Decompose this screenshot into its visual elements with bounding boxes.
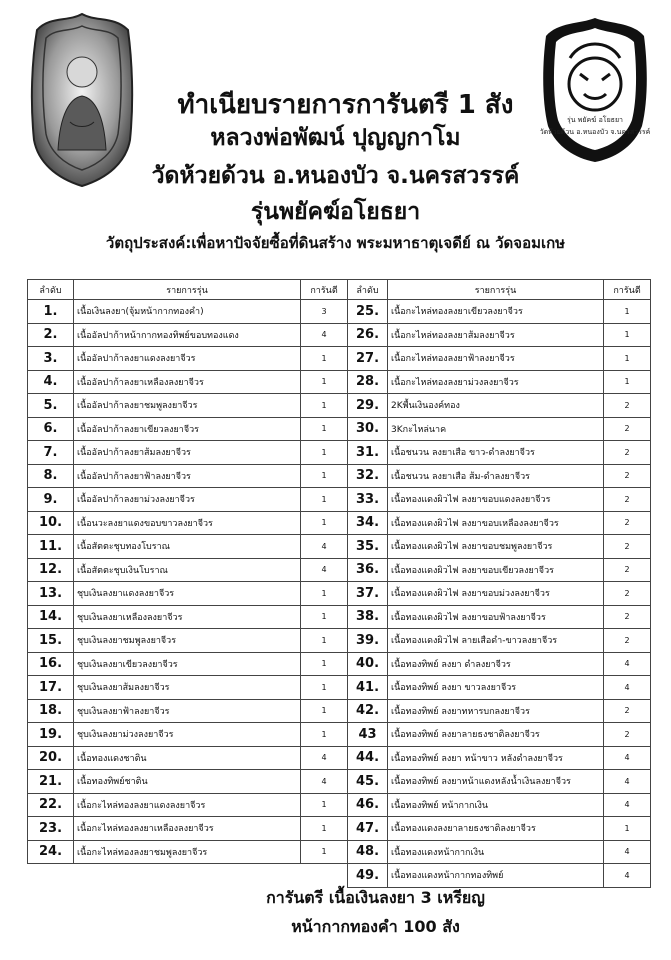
row-item: เนื้อชนวน ลงยาเสือ ส้ม-ดำลงยาจีวร — [388, 464, 604, 488]
table-row — [28, 605, 348, 629]
row-number: 30. — [348, 417, 388, 441]
table-row — [348, 770, 651, 794]
row-item: เนื้อสัตตะชุบทองโบราณ — [74, 535, 301, 559]
row-guarantee: 1 — [604, 300, 651, 324]
table-row — [28, 347, 348, 371]
row-guarantee: 2 — [604, 394, 651, 418]
series-name: รุ่นพยัคฆ์อโยธยา — [250, 199, 421, 225]
row-number: 43 — [348, 723, 388, 747]
row-guarantee: 1 — [301, 464, 348, 488]
table-row — [28, 817, 348, 841]
row-guarantee: 4 — [301, 558, 348, 582]
row-item: เนื้อชนวน ลงยาเสือ ขาว-ดำลงยาจีวร — [388, 441, 604, 465]
table-row — [28, 464, 348, 488]
row-number: 49. — [348, 864, 388, 888]
row-guarantee: 2 — [604, 558, 651, 582]
row-guarantee: 3 — [301, 300, 348, 324]
row-number: 48. — [348, 840, 388, 864]
row-number: 39. — [348, 629, 388, 653]
row-number: 12. — [28, 558, 74, 582]
row-guarantee: 1 — [301, 441, 348, 465]
table-row — [28, 629, 348, 653]
table-row — [28, 699, 348, 723]
row-guarantee: 4 — [301, 323, 348, 347]
row-number: 2. — [28, 323, 74, 347]
row-item: เนื้ออัลปาก้าลงยาเหลืองลงยาจีวร — [74, 370, 301, 394]
row-guarantee: 4 — [604, 746, 651, 770]
row-item: เนื้อกะไหล่ทองลงยาแดงลงยาจีวร — [74, 793, 301, 817]
row-guarantee: 4 — [301, 535, 348, 559]
table-row — [28, 441, 348, 465]
header-item: รายการรุ่น — [74, 280, 301, 300]
row-guarantee: 2 — [604, 535, 651, 559]
logo-text-top: รุ่น พยัคฆ์ อโยธยา — [567, 116, 623, 124]
row-guarantee: 2 — [604, 488, 651, 512]
table-header-row — [28, 280, 348, 300]
row-guarantee: 4 — [604, 770, 651, 794]
table-row — [348, 864, 651, 888]
table-row — [28, 488, 348, 512]
row-guarantee: 1 — [604, 347, 651, 371]
table-row — [348, 464, 651, 488]
table-row — [28, 652, 348, 676]
table-row — [348, 323, 651, 347]
row-number: 20. — [28, 746, 74, 770]
row-number: 15. — [28, 629, 74, 653]
table-row — [348, 394, 651, 418]
table-row — [348, 441, 651, 465]
row-guarantee: 1 — [301, 723, 348, 747]
row-number: 19. — [28, 723, 74, 747]
table-row — [348, 699, 651, 723]
row-guarantee: 2 — [604, 629, 651, 653]
header-qty: การันตี — [604, 280, 651, 300]
row-guarantee: 2 — [604, 441, 651, 465]
row-number: 3. — [28, 347, 74, 371]
row-number: 7. — [28, 441, 74, 465]
row-item: เนื้อทองทิพย์ ลงยา ขาวลงยาจีวร — [388, 676, 604, 700]
row-number: 11. — [28, 535, 74, 559]
table-row — [348, 840, 651, 864]
row-number: 1. — [28, 300, 74, 324]
table-row — [348, 676, 651, 700]
row-guarantee: 1 — [301, 582, 348, 606]
table-row — [348, 347, 651, 371]
table-row — [28, 676, 348, 700]
row-number: 5. — [28, 394, 74, 418]
row-guarantee: 1 — [301, 840, 348, 864]
row-item: เนื้อทองทิพย์ ลงยา หน้าขาว หลังดำลงยาจีวร — [388, 746, 604, 770]
row-item: เนื้ออัลปาก้าลงยาฟ้าลงยาจีวร — [74, 464, 301, 488]
row-guarantee: 4 — [604, 676, 651, 700]
row-number: 4. — [28, 370, 74, 394]
row-guarantee: 1 — [301, 676, 348, 700]
row-item: 3Kกะไหล่นาค — [388, 417, 604, 441]
table-row — [348, 582, 651, 606]
table-row — [348, 605, 651, 629]
row-number: 47. — [348, 817, 388, 841]
row-number: 34. — [348, 511, 388, 535]
row-item: เนื้อทองทิพย์ ลงยาหน้าแดงหลังน้ำเงินลงยาจีวร — [388, 770, 604, 794]
row-number: 13. — [28, 582, 74, 606]
row-item: ชุบเงินลงยาเหลืองลงยาจีวร — [74, 605, 301, 629]
table-row — [28, 582, 348, 606]
table-row — [28, 770, 348, 794]
monk-name: หลวงพ่อพัฒน์ ปุญญกาโม — [210, 125, 461, 151]
row-guarantee: 4 — [301, 746, 348, 770]
row-item: เนื้อทองแดงหน้ากากทองทิพย์ — [388, 864, 604, 888]
row-item: เนื้อทองแดงผิวไฟ ลงยาขอบฟ้าลงยาจีวร — [388, 605, 604, 629]
row-guarantee: 1 — [301, 605, 348, 629]
row-item: 2Kพื้นเงินองค์ทอง — [388, 394, 604, 418]
table-row — [28, 558, 348, 582]
row-item: เนื้อกะไหล่ทองลงยาเขียวลงยาจีวร — [388, 300, 604, 324]
row-guarantee: 2 — [604, 511, 651, 535]
row-number: 23. — [28, 817, 74, 841]
document-header — [0, 0, 671, 262]
row-number: 38. — [348, 605, 388, 629]
row-number: 16. — [28, 652, 74, 676]
row-guarantee: 4 — [301, 770, 348, 794]
guarantee-table-left — [27, 279, 348, 864]
row-guarantee: 4 — [604, 793, 651, 817]
row-item: เนื้อทองทิพย์ ลงยาลายธงชาติลงยาจีวร — [388, 723, 604, 747]
table-row — [348, 535, 651, 559]
row-number: 29. — [348, 394, 388, 418]
row-guarantee: 2 — [604, 699, 651, 723]
row-number: 22. — [28, 793, 74, 817]
row-item: เนื้อนวะลงยาแดงขอบขาวลงยาจีวร — [74, 511, 301, 535]
row-number: 10. — [28, 511, 74, 535]
row-guarantee: 2 — [604, 723, 651, 747]
row-guarantee: 1 — [301, 347, 348, 371]
row-item: ชุบเงินลงยาแดงลงยาจีวร — [74, 582, 301, 606]
row-number: 9. — [28, 488, 74, 512]
row-guarantee: 1 — [301, 793, 348, 817]
row-item: เนื้ออัลปาก้าลงยาม่วงลงยาจีวร — [74, 488, 301, 512]
row-item: ชุบเงินลงยาชมพูลงยาจีวร — [74, 629, 301, 653]
table-row — [28, 723, 348, 747]
row-number: 37. — [348, 582, 388, 606]
row-item: เนื้อทองทิพย์ชาติน — [74, 770, 301, 794]
row-item: เนื้อทองแดงผิวไฟ ลงยาขอบเหลืองลงยาจีวร — [388, 511, 604, 535]
header-no: ลำดับ — [348, 280, 388, 300]
row-item: เนื้ออัลปาก้าลงยาส้มลงยาจีวร — [74, 441, 301, 465]
row-item: เนื้ออัลปาก้าลงยาชมพูลงยาจีวร — [74, 394, 301, 418]
row-item: เนื้อทองแดงผิวไฟ ลงยาขอบเขียวลงยาจีวร — [388, 558, 604, 582]
row-number: 25. — [348, 300, 388, 324]
row-number: 46. — [348, 793, 388, 817]
table-row — [348, 511, 651, 535]
row-item: เนื้อกะไหล่ทองลงยาเหลืองลงยาจีวร — [74, 817, 301, 841]
row-number: 14. — [28, 605, 74, 629]
row-item: เนื้ออัลปาก้าลงยาแดงลงยาจีวร — [74, 347, 301, 371]
row-item: เนื้ออัลปาก้าหน้ากากทองทิพย์ขอบทองแดง — [74, 323, 301, 347]
row-number: 36. — [348, 558, 388, 582]
row-number: 26. — [348, 323, 388, 347]
table-row — [28, 793, 348, 817]
row-item: ชุบเงินลงยาส้มลงยาจีวร — [74, 676, 301, 700]
row-guarantee: 2 — [604, 605, 651, 629]
row-item: ชุบเงินลงยาม่วงลงยาจีวร — [74, 723, 301, 747]
row-item: เนื้อทองทิพย์ ลงยา ดำลงยาจีวร — [388, 652, 604, 676]
row-item: เนื้อกะไหล่ทองลงยาส้มลงยาจีวร — [388, 323, 604, 347]
row-number: 44. — [348, 746, 388, 770]
row-guarantee: 4 — [604, 840, 651, 864]
row-guarantee: 1 — [301, 652, 348, 676]
table-row — [348, 723, 651, 747]
row-item: เนื้อกะไหล่ทองลงยาฟ้าลงยาจีวร — [388, 347, 604, 371]
table-row — [348, 629, 651, 653]
row-item: เนื้อทองทิพย์ ลงยาทหารบกลงยาจีวร — [388, 699, 604, 723]
row-guarantee: 1 — [301, 394, 348, 418]
row-item: เนื้ออัลปาก้าลงยาเขียวลงยาจีวร — [74, 417, 301, 441]
row-number: 45. — [348, 770, 388, 794]
purpose-text: วัตถุประสงค์:เพื่อหาปัจจัยซื้อที่ดินสร้าง พระมหาธาตุเจดีย์ ณ วัดจอมเกษ — [105, 234, 566, 252]
row-item: เนื้อทองแดงชาติน — [74, 746, 301, 770]
row-guarantee: 1 — [301, 629, 348, 653]
table-row — [348, 558, 651, 582]
guarantee-table-right — [347, 279, 651, 888]
table-header-row — [348, 280, 651, 300]
table-row — [348, 793, 651, 817]
table-row — [348, 817, 651, 841]
row-number: 32. — [348, 464, 388, 488]
row-item: เนื้อทองแดงผิวไฟ ลงยาขอบม่วงลงยาจีวร — [388, 582, 604, 606]
row-number: 27. — [348, 347, 388, 371]
row-item: เนื้อสัตตะชุบเงินโบราณ — [74, 558, 301, 582]
row-item: ชุบเงินลงยาเขียวลงยาจีวร — [74, 652, 301, 676]
row-number: 41. — [348, 676, 388, 700]
row-item: เนื้อทองแดงผิวไฟ ลายเสือดำ-ขาวลงยาจีวร — [388, 629, 604, 653]
header-qty: การันตี — [301, 280, 348, 300]
table-row — [348, 370, 651, 394]
table-row — [28, 323, 348, 347]
left-table-body — [28, 300, 348, 864]
table-row — [28, 746, 348, 770]
row-number: 8. — [28, 464, 74, 488]
row-number: 28. — [348, 370, 388, 394]
row-item: เนื้อทองแดงผิวไฟ ลงยาขอบแดงลงยาจีวร — [388, 488, 604, 512]
row-guarantee: 1 — [301, 417, 348, 441]
row-guarantee: 1 — [301, 370, 348, 394]
document-title: ทำเนียบรายการการันตรี 1 สัง — [177, 90, 514, 120]
table-row — [28, 394, 348, 418]
row-guarantee: 4 — [604, 864, 651, 888]
row-guarantee: 4 — [604, 652, 651, 676]
row-guarantee: 1 — [301, 511, 348, 535]
row-item: เนื้อเงินลงยา(จุ้มหน้ากากทองคำ) — [74, 300, 301, 324]
table-row — [28, 535, 348, 559]
table-row — [348, 488, 651, 512]
row-number: 21. — [28, 770, 74, 794]
row-item: เนื้อทองแดงผิวไฟ ลงยาขอบชมพูลงยาจีวร — [388, 535, 604, 559]
row-number: 33. — [348, 488, 388, 512]
footer-line-1: การันตรี เนื้อเงินลงยา 3 เหรียญ — [266, 888, 485, 907]
row-item: เนื้อกะไหล่ทองลงยาชมพูลงยาจีวร — [74, 840, 301, 864]
row-item: เนื้อทองแดงหน้ากากเงิน — [388, 840, 604, 864]
row-item: เนื้อทองแดงลงยาลายธงชาติลงยาจีวร — [388, 817, 604, 841]
row-number: 18. — [28, 699, 74, 723]
logo-text-bottom: วัดห้วยด้วน อ.หนองบัว จ.นครสวรรค์ — [540, 128, 650, 136]
table-row — [348, 300, 651, 324]
row-guarantee: 1 — [604, 817, 651, 841]
row-guarantee: 1 — [301, 699, 348, 723]
row-item: ชุบเงินลงยาฟ้าลงยาจีวร — [74, 699, 301, 723]
header-no: ลำดับ — [28, 280, 74, 300]
table-row — [28, 840, 348, 864]
temple-name: วัดห้วยด้วน อ.หนองบัว จ.นครสวรรค์ — [151, 163, 520, 189]
table-row — [28, 417, 348, 441]
table-row — [28, 300, 348, 324]
row-guarantee: 1 — [604, 370, 651, 394]
row-number: 42. — [348, 699, 388, 723]
table-row — [348, 652, 651, 676]
table-row — [28, 511, 348, 535]
row-guarantee: 1 — [301, 817, 348, 841]
row-guarantee: 2 — [604, 464, 651, 488]
row-number: 24. — [28, 840, 74, 864]
row-number: 31. — [348, 441, 388, 465]
row-guarantee: 1 — [301, 488, 348, 512]
row-item: เนื้อกะไหล่ทองลงยาม่วงลงยาจีวร — [388, 370, 604, 394]
footer-line-2: หน้ากากทองคำ 100 สัง — [291, 917, 460, 936]
row-guarantee: 2 — [604, 582, 651, 606]
right-table-body — [348, 300, 651, 888]
header-item: รายการรุ่น — [388, 280, 604, 300]
row-number: 17. — [28, 676, 74, 700]
row-number: 6. — [28, 417, 74, 441]
table-row — [348, 746, 651, 770]
row-item: เนื้อทองทิพย์ หน้ากากเงิน — [388, 793, 604, 817]
table-row — [28, 370, 348, 394]
table-row — [348, 417, 651, 441]
row-guarantee: 2 — [604, 417, 651, 441]
row-guarantee: 1 — [604, 323, 651, 347]
row-number: 35. — [348, 535, 388, 559]
row-number: 40. — [348, 652, 388, 676]
